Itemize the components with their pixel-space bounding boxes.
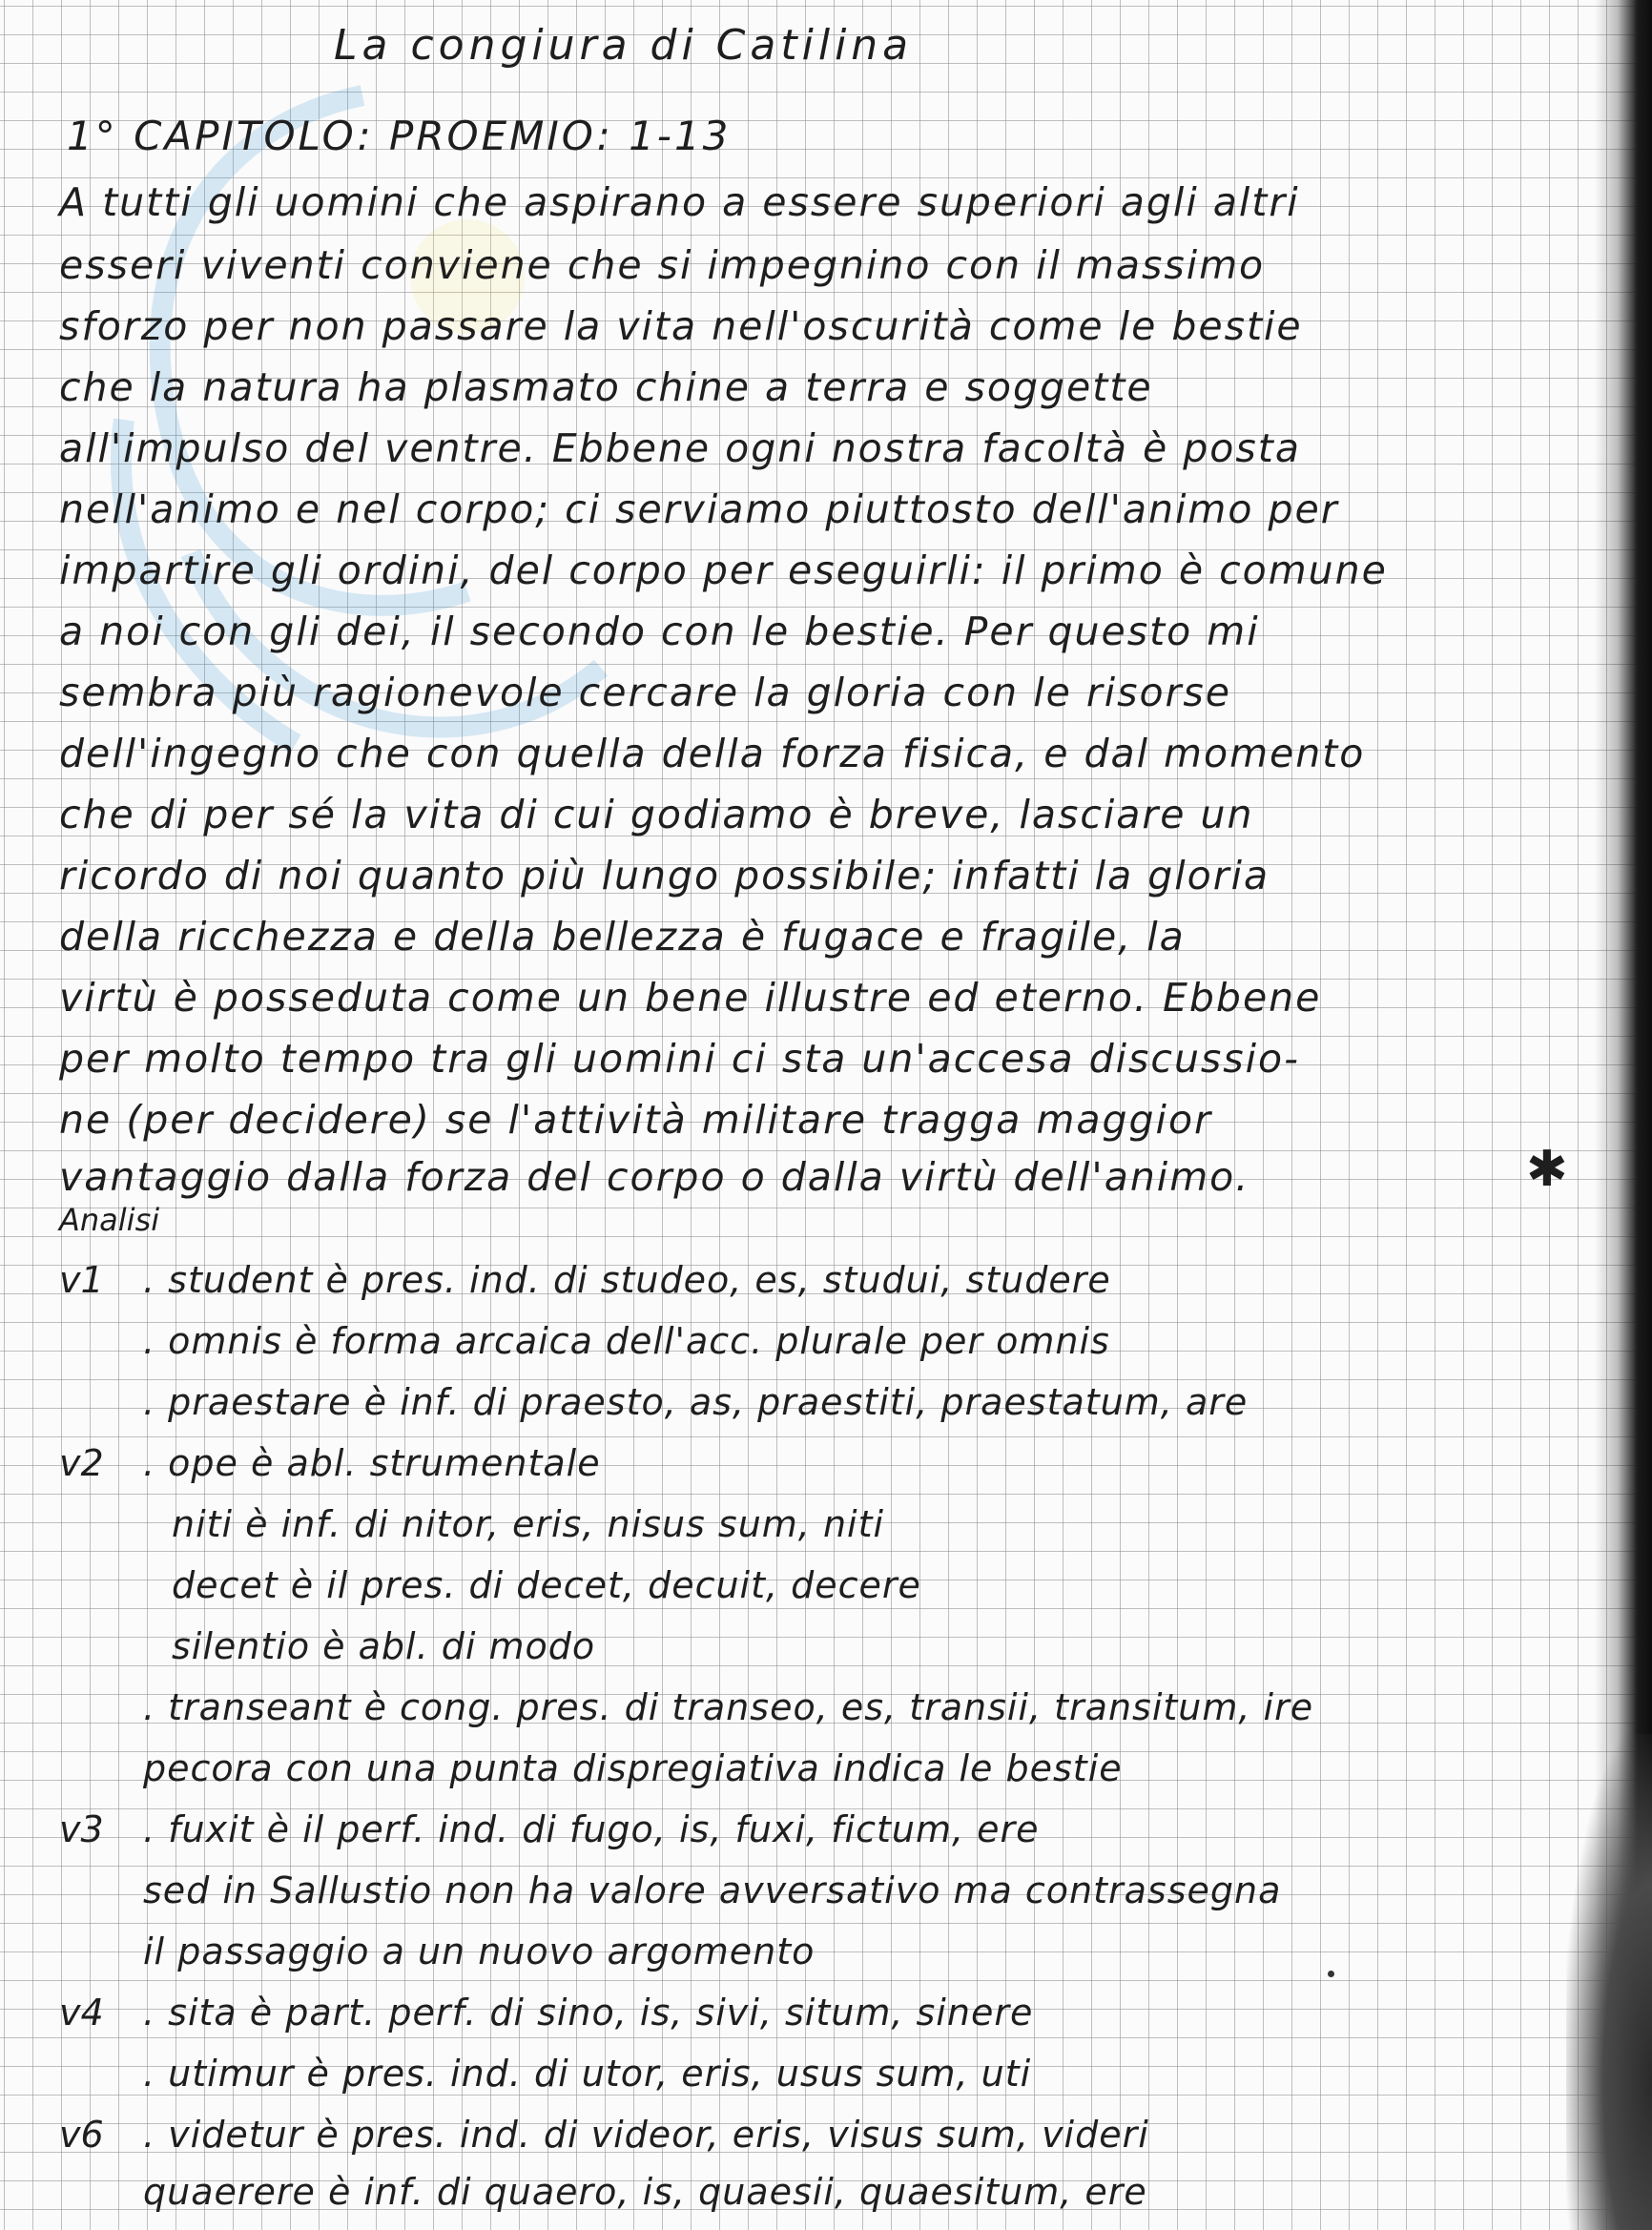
translation-line: vantaggio dalla forza del corpo o dalla virtù dell'animo. bbox=[59, 1154, 1250, 1200]
analysis-note: . omnis è forma arcaica dell'acc. plurale per omnis bbox=[143, 1320, 1110, 1362]
translation-line: impartire gli ordini, del corpo per eseguirli: il primo è comune bbox=[59, 547, 1388, 593]
translation-line: A tutti gli uomini che aspirano a essere superiori agli altri bbox=[59, 179, 1300, 225]
translation-line: che di per sé la vita di cui godiamo è breve, lasciare un bbox=[59, 792, 1254, 837]
analysis-note: quaerere è inf. di quaero, is, quaesii, quaesitum, ere bbox=[143, 2171, 1147, 2213]
analysis-note: decet è il pres. di decet, decuit, decere bbox=[172, 1564, 921, 1606]
page-title: La congiura di Catilina bbox=[334, 21, 914, 70]
translation-line: della ricchezza e della bellezza è fugace e fragile, la bbox=[59, 914, 1186, 960]
verse-number: v2 bbox=[59, 1442, 104, 1484]
analysis-note: . videtur è pres. ind. di videor, eris, visus sum, videri bbox=[143, 2114, 1149, 2156]
translation-line: nell'animo e nel corpo; ci serviamo piuttosto dell'animo per bbox=[59, 486, 1339, 532]
verse-number: v4 bbox=[59, 1992, 104, 2034]
translation-line: ricordo di noi quanto più lungo possibile; infatti la gloria bbox=[59, 853, 1270, 898]
translation-line: virtù è posseduta come un bene illustre ed eterno. Ebbene bbox=[59, 975, 1322, 1021]
analysis-note: . student è pres. ind. di studeo, es, studui, studere bbox=[143, 1259, 1111, 1301]
translation-line: che la natura ha plasmato chine a terra e soggette bbox=[59, 364, 1153, 410]
translation-line: ne (per decidere) se l'attività militare tragga maggior bbox=[59, 1097, 1212, 1143]
analysis-note: silentio è abl. di modo bbox=[172, 1625, 596, 1667]
analysis-note: il passaggio a un nuovo argomento bbox=[143, 1931, 816, 1972]
analysis-note: . utimur è pres. ind. di utor, eris, usus sum, uti bbox=[143, 2053, 1032, 2095]
verse-number: v3 bbox=[59, 1808, 104, 1850]
translation-line: dell'ingegno che con quella della forza fisica, e dal momento bbox=[59, 731, 1366, 776]
analysis-heading: Analisi bbox=[59, 1202, 160, 1238]
analysis-note: . transeant è cong. pres. di transeo, es, transii, transitum, ire bbox=[143, 1686, 1314, 1728]
ink-dot bbox=[1328, 1971, 1334, 1977]
analysis-note: sed in Sallustio non ha valore avversativo ma contrassegna bbox=[143, 1869, 1282, 1911]
chapter-heading: 1° CAPITOLO: PROEMIO: 1-13 bbox=[67, 113, 732, 159]
analysis-note: . praestare è inf. di praesto, as, praestiti, praestatum, are bbox=[143, 1381, 1249, 1423]
analysis-note: . ope è abl. strumentale bbox=[143, 1442, 601, 1484]
translation-line: per molto tempo tra gli uomini ci sta un'accesa discussio- bbox=[59, 1036, 1300, 1082]
analysis-note: . fuxit è il perf. ind. di fugo, is, fuxi, fictum, ere bbox=[143, 1808, 1040, 1850]
translation-line: a noi con gli dei, il secondo con le bestie. Per questo mi bbox=[59, 609, 1260, 654]
analysis-note: . sita è part. perf. di sino, is, sivi, situm, sinere bbox=[143, 1992, 1034, 2034]
verse-number: v1 bbox=[59, 1259, 104, 1301]
asterisk-mark: ✱ bbox=[1526, 1141, 1568, 1198]
translation-line: all'impulso del ventre. Ebbene ogni nostra facoltà è posta bbox=[59, 425, 1301, 471]
analysis-note: niti è inf. di nitor, eris, nisus sum, niti bbox=[172, 1503, 885, 1545]
analysis-note: pecora con una punta dispregiativa indica le bestie bbox=[143, 1747, 1123, 1789]
verse-number: v6 bbox=[59, 2114, 104, 2156]
translation-line: sforzo per non passare la vita nell'oscurità come le bestie bbox=[59, 303, 1303, 349]
translation-line: sembra più ragionevole cercare la gloria con le risorse bbox=[59, 670, 1231, 715]
translation-line: esseri viventi conviene che si impegnino con il massimo bbox=[59, 242, 1266, 288]
